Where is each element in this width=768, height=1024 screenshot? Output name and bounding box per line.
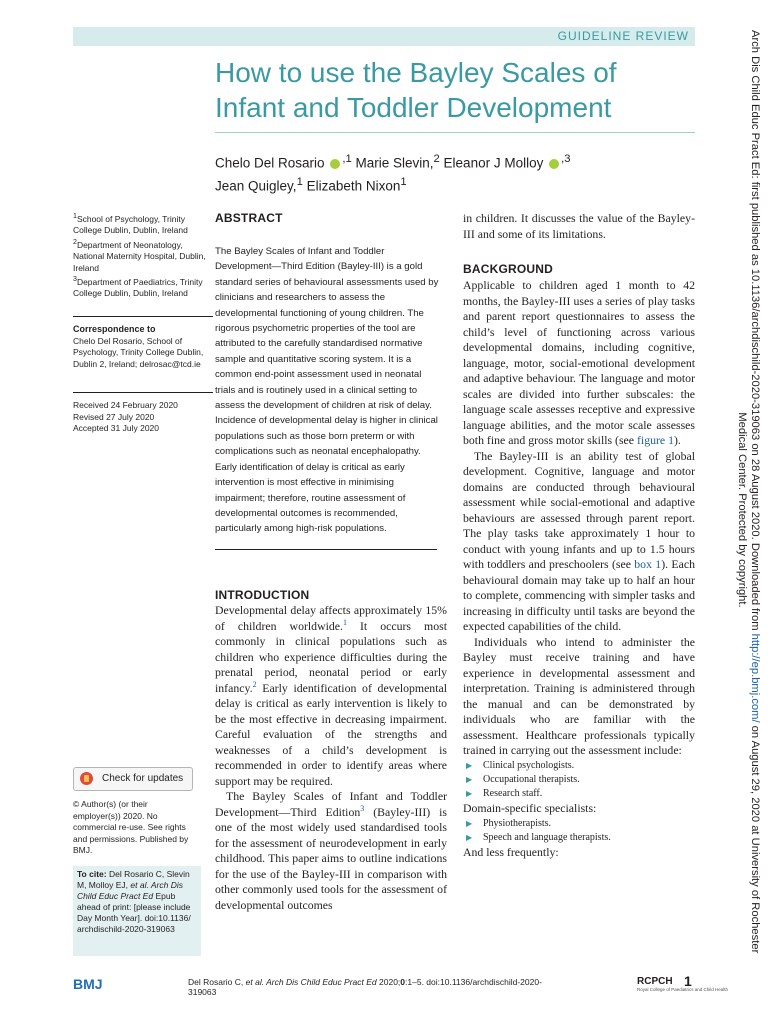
paragraph <box>463 449 695 635</box>
author-name[interactable]: Marie Slevin, <box>355 155 434 171</box>
abstract-divider <box>215 549 437 550</box>
orcid-icon[interactable] <box>330 159 340 169</box>
sidebar-divider <box>73 392 213 393</box>
reference-link[interactable]: 1 <box>342 617 347 627</box>
affiliation-number: 2 <box>73 237 77 246</box>
page-number: 1 <box>684 973 692 989</box>
paragraph-text: The Bayley Scales of Infant and Toddler Development—Third Edition <box>215 789 447 819</box>
paragraph: in children. It discusses the value of the Bayley-III and some of its limitations. <box>463 211 695 241</box>
bmj-logo: BMJ <box>73 976 103 992</box>
author-affiliation-sup: ,3 <box>561 153 571 165</box>
trained-professionals-list <box>463 759 695 802</box>
introduction-heading: INTRODUCTION <box>215 588 310 602</box>
abstract-text: The Bayley Scales of Infant and Toddler Development—Third Edition (Bayley-III) is a gold standard series of behavioural assessments used by clinicians and researchers to assess the developmental functioning of young children. The rigorous psychometric properties of the tool are attributed to the carefully standardised normative sample and quantitative scoring system. It is a common end-point assessment used in neonatal trials and is routinely used in a clinical setting to assess the development of children at risk of delay. Incidence of developmental delay is higher in clinical populations such as those born preterm or with complications such as neonatal encephalopathy. Early identification of delay is critical as early intervention is most effective in minimising impairment; therefore, routine assessment of developmental outcomes is recommended, particularly among high-risk populations. <box>215 246 439 535</box>
author-name[interactable]: Chelo Del Rosario <box>215 155 325 171</box>
download-notice-line-2: Medical Center. Protected by copyright. <box>736 412 748 608</box>
paragraph-text: Developmental delay affects approximately 15% of children worldwide. <box>215 603 447 633</box>
affiliations <box>73 211 213 300</box>
box-link[interactable]: box 1 <box>634 557 662 571</box>
introduction-continued <box>463 211 695 242</box>
footer-volume: 0 <box>400 977 406 987</box>
paragraph-text: Early identification of developmental delay is critical as early intervention is likely to be the most effective in decreasing impairment. Careful evaluation of the strengths and weaknesses of a child’s development is recommended in order to identify areas where support may be required. <box>215 680 447 788</box>
cite-text: Del Rosario C, Slevin M, Molloy EJ, <box>77 869 190 890</box>
author-name[interactable]: Eleanor J Molloy <box>443 155 544 171</box>
revised-date: Revised 27 July 2020 <box>73 411 155 422</box>
author-affiliation-sup: ,1 <box>342 153 352 165</box>
paragraph <box>215 603 447 789</box>
footer-text: Del Rosario C, <box>188 977 246 987</box>
introduction-body <box>215 603 447 913</box>
crossmark-icon <box>80 772 93 785</box>
journal-url-link[interactable]: http://ep.bmj.com/ <box>749 633 761 723</box>
sidebar-divider <box>73 316 213 317</box>
section-label: GUIDELINE REVIEW <box>557 29 689 43</box>
article-dates <box>73 400 213 435</box>
affiliation <box>73 274 213 300</box>
reference-link[interactable]: 2 <box>252 679 257 689</box>
list-item: ▶ Speech and language therapists. <box>463 831 695 845</box>
reference-link[interactable]: 3 <box>360 803 365 813</box>
paragraph <box>215 789 447 913</box>
affiliation <box>73 237 213 274</box>
correspondence-text: Chelo Del Rosario, School of Psychology, Trinity College Dublin, Dublin 2, Ireland; delrosac@tcd.ie <box>73 335 204 369</box>
footer-text: :1–5. doi:10.1136/archdischild-2020-319063 <box>188 977 542 997</box>
check-for-updates-button[interactable] <box>73 767 193 791</box>
rcpch-logo <box>637 976 728 992</box>
footer-journal: et al. Arch Dis Child Educ Pract Ed <box>245 977 377 987</box>
paragraph-text: It occurs most commonly in clinical populations such as children who experience difficulties during the prenatal period, neonatal period or early infancy. <box>215 618 447 695</box>
affiliation-text: School of Psychology, Trinity College Dublin, Dublin, Ireland <box>73 213 188 236</box>
section-banner <box>73 27 695 46</box>
author-affiliation-sup: 1 <box>400 175 407 188</box>
paragraph: Individuals who intend to administer the Bayley must receive training and have experience in developmental assessment and interpretation. Training is administered through the manual and can be demonstrated by individuals who are familiar with the assessment. Healthcare professionals typically trained in carrying out the assessment include: <box>463 634 695 757</box>
affiliation <box>73 211 213 237</box>
citation-box <box>73 866 201 956</box>
orcid-icon[interactable] <box>549 159 559 169</box>
correspondence <box>73 324 213 370</box>
footer-text: 2020; <box>376 977 401 987</box>
list-item: ▶ Research staff. <box>463 787 695 801</box>
paragraph-text: Applicable to children aged 1 month to 42 months, the Bayley-III uses a series of play tasks and parent report questionnaires to assess the child’s level of functioning across various developmental domains, including cognitive, language, motor, social-emotional development and adaptive behaviour. The language and motor scales are divided into further subscales: the language scale assesses receptive and expressive language abilities, and the motor scale assesses both fine and gross motor skills (see <box>463 278 695 447</box>
author-list <box>215 150 695 195</box>
paragraph-text: The Bayley-III is an ability test of global development. Cognitive, language and motor domains are conducted through behavioural assessment while social-emotional and adaptive behaviours are assessed through parent report. The play tasks take approximately 1 hour to conduct with young infants and up to 1.5 hours with toddlers and preschoolers (see <box>463 448 695 571</box>
author-name[interactable]: Jean Quigley, <box>215 178 297 193</box>
figure-link[interactable]: figure 1 <box>636 433 674 447</box>
footer-citation <box>188 977 548 997</box>
cite-doi: Epub ahead of print: [please include Day Month Year]. doi:10.1136/ archdischild-2020-319063 <box>77 891 191 934</box>
download-notice-text <box>735 30 761 990</box>
author-name[interactable]: Elizabeth Nixon <box>306 178 401 193</box>
title-line-2: Infant and Toddler Development <box>215 92 612 123</box>
paragraph <box>463 278 695 449</box>
download-notice-line-1 <box>748 30 761 990</box>
title-line-1: How to use the Bayley Scales of <box>215 57 617 88</box>
paragraph-text: ). Each behavioural domain may take up to half an hour to complete, commencing with simpler tasks and increasing in difficulty until tasks are beyond the expected capabilities of the child. <box>463 557 696 633</box>
title-divider <box>215 132 695 133</box>
list-item: ▶ Occupational therapists. <box>463 773 695 787</box>
author-affiliation-sup: 2 <box>433 153 440 165</box>
abstract-heading: ABSTRACT <box>215 211 283 225</box>
background-heading: BACKGROUND <box>463 262 553 276</box>
affiliation-number: 1 <box>73 212 77 220</box>
list-item: ▶ Clinical psychologists. <box>463 759 695 773</box>
paragraph: Domain-specific specialists: <box>463 801 597 816</box>
author-line-1 <box>215 150 695 173</box>
rcpch-subtitle: Royal College of Paediatrics and Child Health <box>637 987 729 992</box>
copyright-notice: © Author(s) (or their employer(s)) 2020. No commercial re-use. See rights and permissions. Published by BMJ. <box>73 799 189 855</box>
specialists-list <box>463 817 695 845</box>
author-affiliation-sup: 1 <box>296 175 303 188</box>
notice-text: Arch Dis Child Educ Pract Ed: first published as 10.1136/archdischild-2020-319063 on 28 August 2020. Downloaded from <box>749 30 761 634</box>
download-notice <box>736 30 761 990</box>
received-date: Received 24 February 2020 <box>73 400 178 410</box>
paragraph-text: (Bayley-III) is one of the most widely used standardised tools for the assessment of neurodevelopment in early childhood. This paper aims to outline indications for the use of the Bayley-III in comparison with other commonly used tools for the assessment of developmental outcomes <box>215 804 447 912</box>
author-line-2 <box>215 173 695 196</box>
affiliation-number: 3 <box>73 275 77 284</box>
article-title <box>215 55 695 125</box>
affiliation-text: Department of Neonatology, National Maternity Hospital, Dublin, Ireland <box>73 239 206 273</box>
rcpch-wordmark: RCPCH <box>637 976 673 987</box>
list-item: ▶ Physiotherapists. <box>463 817 695 831</box>
cite-journal: et al. Arch Dis Child Educ Pract Ed <box>77 880 183 901</box>
affiliation-text: Department of Paediatrics, Trinity College Dublin, Dublin, Ireland <box>73 276 203 299</box>
notice-text: on August 29, 2020 at University of Rochester <box>749 722 761 954</box>
correspondence-label: Correspondence to <box>73 324 156 334</box>
accepted-date: Accepted 31 July 2020 <box>73 423 160 433</box>
paragraph: And less frequently: <box>463 845 559 860</box>
background-body <box>463 278 695 861</box>
cite-label: To cite: <box>77 869 107 879</box>
check-for-updates-label: Check for updates <box>102 773 184 784</box>
paragraph-text: ). <box>674 433 681 447</box>
